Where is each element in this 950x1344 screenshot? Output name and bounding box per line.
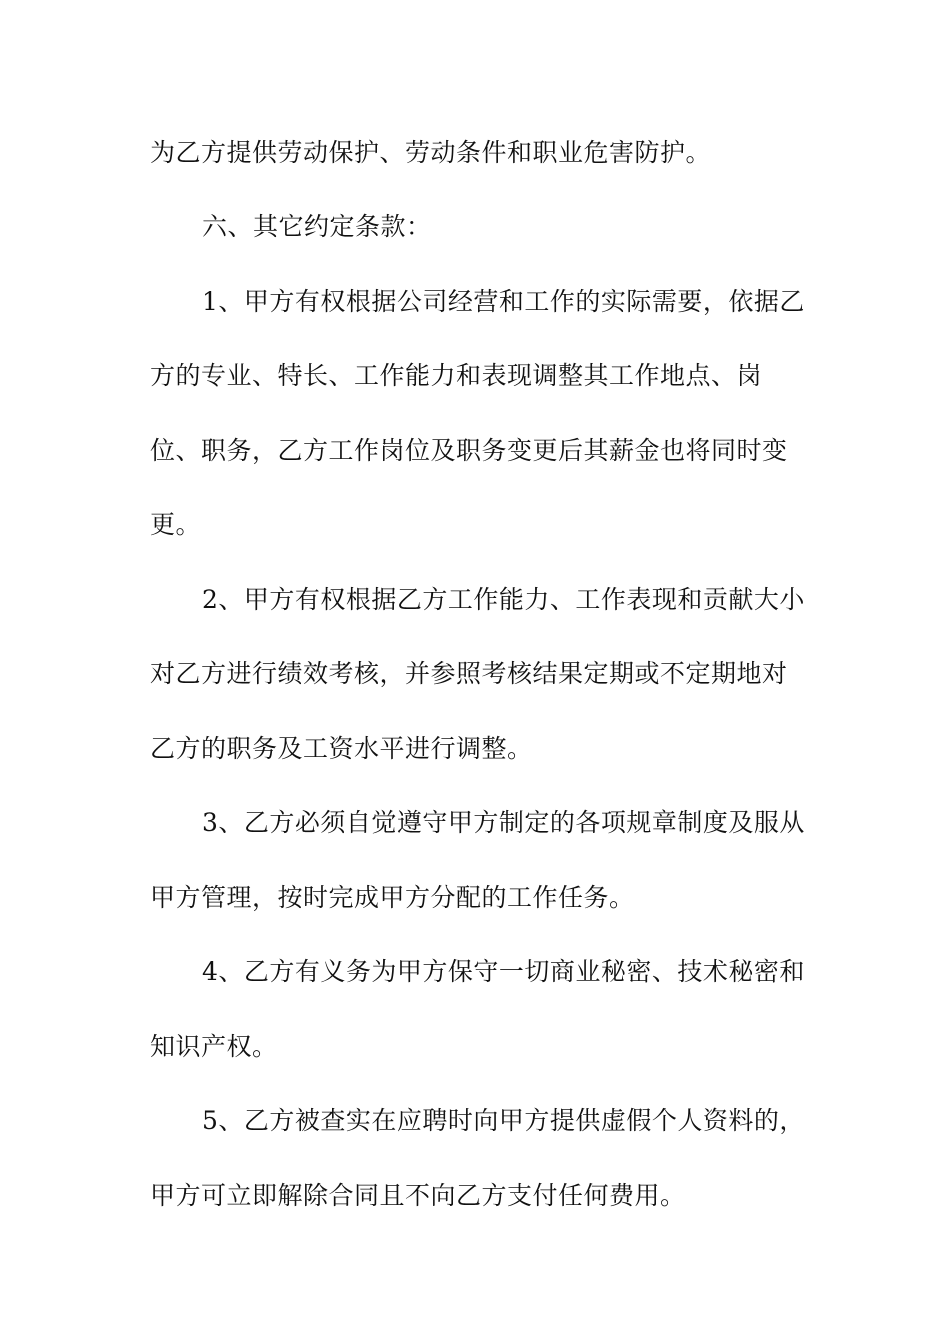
text-line: 5、乙方被查实在应聘时向甲方提供虚假个人资料的， bbox=[202, 1106, 805, 1135]
text-line: 方的专业、特长、工作能力和表现调整其工作地点、岗 bbox=[150, 361, 763, 390]
section-heading: 六、其它约定条款： bbox=[202, 212, 432, 241]
text-line: 2、甲方有权根据乙方工作能力、工作表现和贡献大小 bbox=[202, 585, 805, 614]
text-line: 知识产权。 bbox=[150, 1032, 278, 1061]
text-line: 更。 bbox=[150, 510, 202, 539]
text-line: 对乙方进行绩效考核，并参照考核结果定期或不定期地对 bbox=[150, 659, 788, 688]
text-line: 为乙方提供劳动保护、劳动条件和职业危害防护。 bbox=[150, 138, 712, 167]
text-line: 乙方的职务及工资水平进行调整。 bbox=[150, 734, 533, 763]
text-line: 1、甲方有权根据公司经营和工作的实际需要，依据乙 bbox=[202, 287, 805, 316]
text-line: 3、乙方必须自觉遵守甲方制定的各项规章制度及服从 bbox=[202, 808, 805, 837]
text-line: 位、职务，乙方工作岗位及职务变更后其薪金也将同时变 bbox=[150, 436, 788, 465]
text-line: 甲方管理，按时完成甲方分配的工作任务。 bbox=[150, 883, 635, 912]
text-line: 4、乙方有义务为甲方保守一切商业秘密、技术秘密和 bbox=[202, 957, 805, 986]
text-line: 甲方可立即解除合同且不向乙方支付任何费用。 bbox=[150, 1181, 686, 1210]
